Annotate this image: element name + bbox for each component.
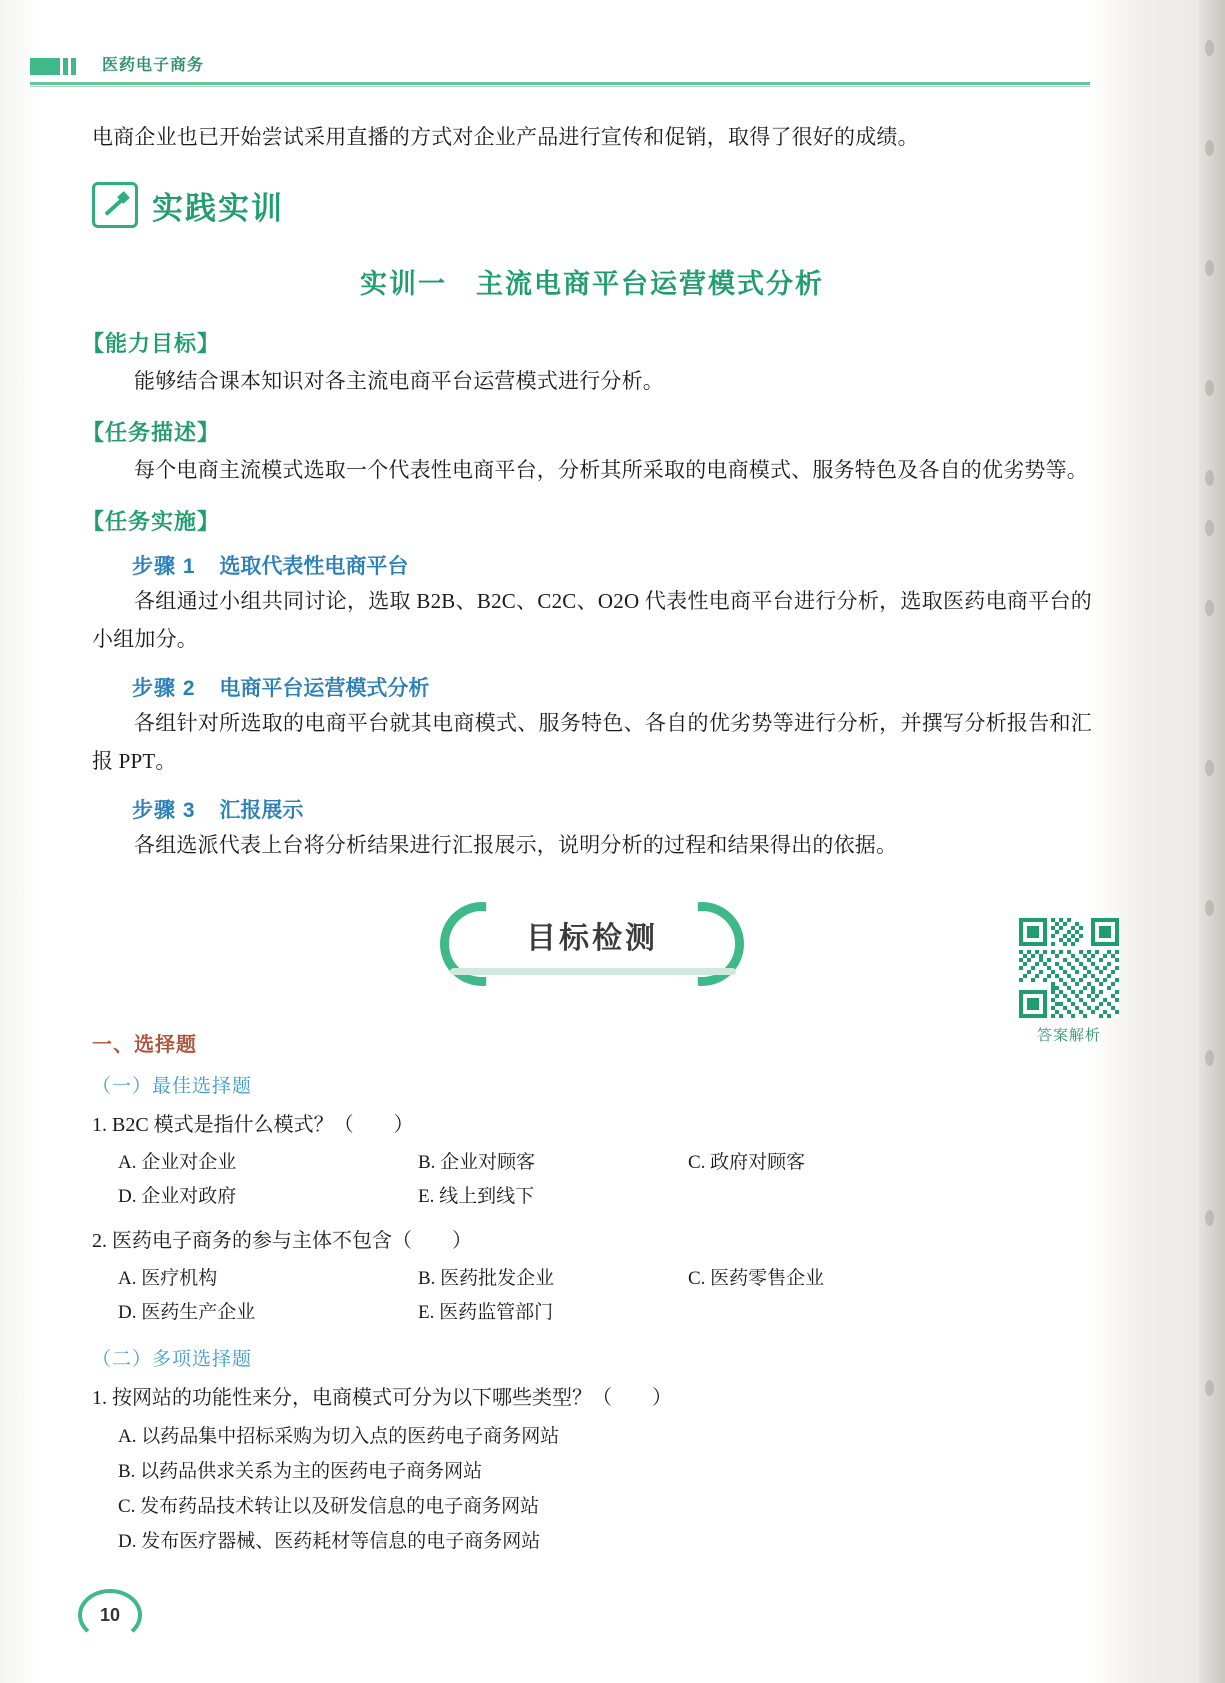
step-3-label: 步骤 3 xyxy=(132,799,196,822)
option-c: C. 政府对顾客 xyxy=(688,1152,806,1173)
ability-goal-text: 能够结合课本知识对各主流电商平台运营模式进行分析。 xyxy=(134,369,664,393)
step-2-label: 步骤 2 xyxy=(132,677,196,700)
step-3-heading xyxy=(132,794,1092,824)
question-group-2-title: （二）多项选择题 xyxy=(92,1349,253,1370)
subhead-ability-goal: 【能力目标】 xyxy=(82,331,221,356)
training-title: 实训一 主流电商平台运营模式分析 xyxy=(360,269,824,299)
option-b: B. 企业对顾客 xyxy=(418,1152,536,1173)
task-description-text: 每个电商主流模式选取一个代表性电商平台，分析其所采取的电商模式、服务特色及各自的优劣势等。 xyxy=(134,458,1088,482)
section-heading-text: 实践实训 xyxy=(152,190,284,226)
banner-caption: 目标检测 xyxy=(526,922,658,955)
step-1-text: 各组通过小组共同讨论，选取 B2B、B2C、C2C、O2O 代表性电商平台进行分析，选取医药电商平台的小组加分。 xyxy=(92,589,1092,651)
section-heading xyxy=(92,182,1092,228)
page-edge-marks xyxy=(1205,0,1219,1683)
step-2-text: 各组针对所选取的电商平台就其电商模式、服务特色、各自的优劣势等进行分析，并撰写分析报告和汇报 PPT。 xyxy=(92,711,1092,773)
option-c: C. 医药零售企业 xyxy=(688,1268,825,1289)
question-group-1-title: （一）最佳选择题 xyxy=(92,1076,253,1097)
question-2-1-stem: 1. 按网站的功能性来分，电商模式可分为以下哪些类型？（ ） xyxy=(92,1387,672,1409)
question-1-2-options-row-2 xyxy=(118,1296,1092,1330)
objective-test-banner xyxy=(92,894,1092,1004)
page-content xyxy=(82,118,1092,1559)
step-3-text: 各组选派代表上台将分析结果进行汇报展示，说明分析的过程和结果得出的依据。 xyxy=(134,833,898,857)
header-rule-thin xyxy=(30,86,1090,87)
option-c: C. 发布药品技术转让以及研发信息的电子商务网站 xyxy=(118,1496,540,1517)
subhead-task-implementation: 【任务实施】 xyxy=(82,509,221,534)
qr-caption: 答案解析 xyxy=(1036,1027,1101,1044)
option-a: A. 医疗机构 xyxy=(118,1268,218,1289)
answer-qr-block[interactable] xyxy=(1015,918,1123,1045)
option-b: B. 医药批发企业 xyxy=(418,1268,555,1289)
header-rule xyxy=(30,82,1090,85)
step-1-name: 选取代表性电商平台 xyxy=(219,555,409,578)
option-e: E. 医药监管部门 xyxy=(418,1302,554,1323)
option-d: D. 发布医疗器械、医药耗材等信息的电子商务网站 xyxy=(118,1531,541,1552)
question-1-1-options-row-2 xyxy=(118,1180,1092,1214)
question-1-1-stem: 1. B2C 模式是指什么模式？（ ） xyxy=(92,1114,414,1136)
intro-paragraph: 电商企业也已开始尝试采用直播的方式对企业产品进行宣传和促销，取得了很好的成绩。 xyxy=(92,125,919,149)
question-2-1-options xyxy=(92,1419,1092,1559)
subhead-task-description: 【任务描述】 xyxy=(82,420,221,445)
banner-shape xyxy=(462,902,722,968)
question-1-2-options-row-1 xyxy=(118,1262,1092,1296)
step-2-name: 电商平台运营模式分析 xyxy=(219,677,430,700)
pencil-square-icon xyxy=(92,182,138,228)
banner-underline xyxy=(450,968,736,975)
option-a: A. 以药品集中招标采购为切入点的医药电子商务网站 xyxy=(118,1426,560,1447)
questions-section-title: 一、选择题 xyxy=(92,1034,197,1056)
option-d: D. 企业对政府 xyxy=(118,1186,237,1207)
running-head-title: 医药电子商务 xyxy=(102,57,205,74)
option-a: A. 企业对企业 xyxy=(118,1152,237,1173)
page-number: 10 xyxy=(99,1604,121,1625)
step-1-heading xyxy=(132,550,1092,580)
option-d: D. 医药生产企业 xyxy=(118,1302,256,1323)
step-1-label: 步骤 1 xyxy=(132,555,196,578)
question-1-1-options-row-1 xyxy=(118,1146,1092,1180)
header-decor-blocks xyxy=(30,58,76,75)
qr-code-icon[interactable] xyxy=(1019,918,1119,1018)
page-folio xyxy=(78,1589,142,1641)
step-2-heading xyxy=(132,672,1092,702)
step-3-name: 汇报展示 xyxy=(219,799,304,822)
option-e: E. 线上到线下 xyxy=(418,1186,535,1207)
question-1-2-stem: 2. 医药电子商务的参与主体不包含（ ） xyxy=(92,1230,472,1252)
running-head xyxy=(30,52,1090,88)
option-b: B. 以药品供求关系为主的医药电子商务网站 xyxy=(118,1461,483,1482)
